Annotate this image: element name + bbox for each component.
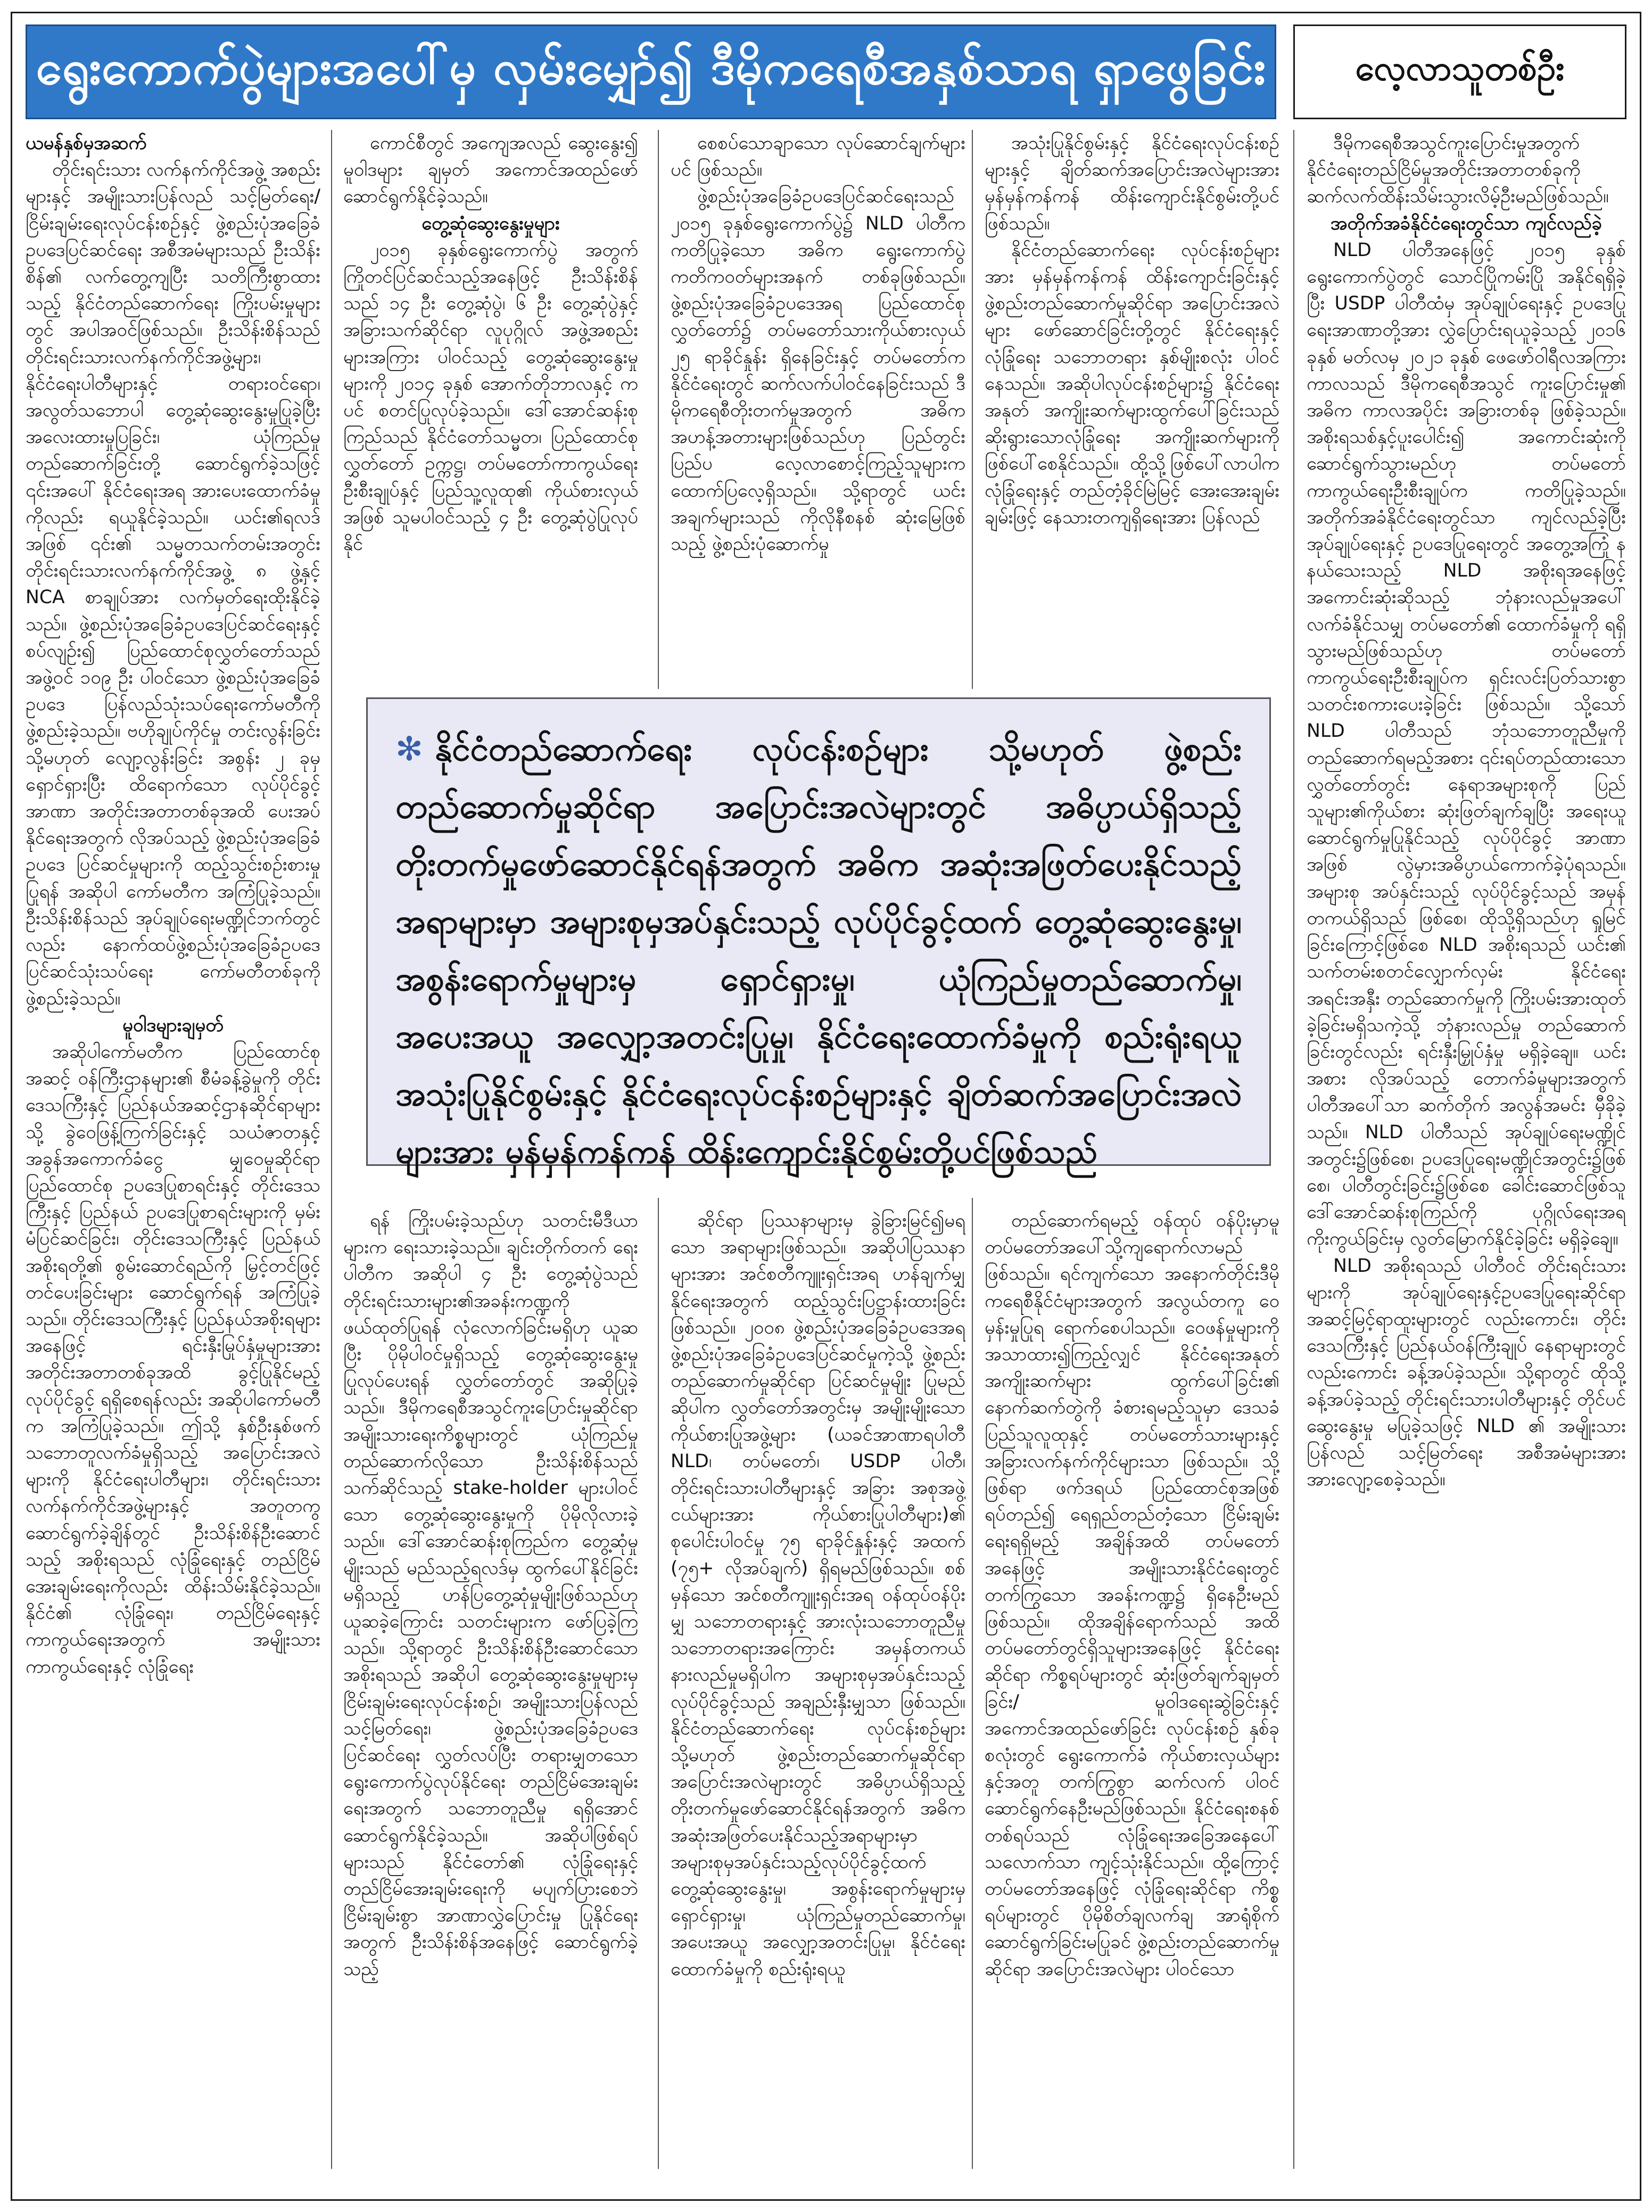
article-paragraph: ဆိုင်ရာ ပြဿနာများမှ ခွဲခြားမြင်၍မရသော အရာများဖြစ်သည်။ အဆိုပါပြဿနာများအား အင်စတီကျူးရှင်းအရ ဟန်ချက်မျှနိုင်ရေးအတွက် ထည့်သွင်းပြဋ္ဌာန်းထားခြင်းဖြစ်သည်။ ၂၀၀၈ ဖွဲ့စည်းပုံအခြေခံဥပဒေအရ ဖွဲ့စည်းပုံအခြေခံဥပဒေပြင်ဆင်မှုကဲ့သို့ ဖွဲ့စည်းတည်ဆောက်မှုဆိုင်ရာ ပြင်ဆင်မှုမျိုး ပြုမည်ဆိုပါက လွှတ်တော်အတွင်းမှ အမျိုးမျိုးသော ကိုယ်စားပြုအဖွဲ့များ (ယခင်အာဏာရပါတီ NLD၊ တပ်မတော်၊ USDP ပါတီ၊ တိုင်းရင်းသားပါတီများနှင့် အခြား အစုအဖွဲ့ငယ်များအား ကိုယ်စားပြုပါတီများ)၏ စုပေါင်းပါဝင်မှု ၇၅ ရာခိုင်နှုန်းနှင့် အထက် (၇၅+ လိုအပ်ချက်) ရှိရမည်ဖြစ်သည်။ စစ်မှန်သော အင်စတီကျူးရှင်းအရ ဝန်ထုပ်ဝန်ပိုးမျှ သဘောတရားနှင့် အားလုံးသဘောတူညီမှု သဘောတရားအကြောင်း အမှန်တကယ်နားလည်မှုမရှိပါက အများစုမှအပ်နှင်းသည့် လုပ်ပိုင်ခွင့်သည် အချည်းနှီးမျှသာ ဖြစ်သည်။ နိုင်ငံတည်ဆောက်ရေး လုပ်ငန်းစဉ်များ သို့မဟုတ် ဖွဲ့စည်းတည်ဆောက်မှုဆိုင်ရာ အပြောင်းအလဲများတွင် အဓိပ္ပာယ်ရှိသည့် တိုးတက်မှုဖော်ဆောင်နိုင်ရန်အတွက် အဓိက အဆုံးအဖြတ်ပေးနိုင်သည့်အရာများမှာ အများစုမှအပ်နှင်းသည့်လုပ်ပိုင်ခွင့်ထက် တွေ့ဆုံဆွေးနွေးမှု၊ အစွန်းရောက်မှုများမှ ရှောင်ရှားမှု၊ ယုံကြည်မှုတည်ဆောက်မှု၊ အပေးအယူ အလျှော့အတင်းပြုမှု၊ နိုင်ငံရေးထောက်ခံမှုကို စည်းရုံးရယူ [671,1210,965,1980]
article-paragraph: အသုံးပြုနိုင်စွမ်းနှင့် နိုင်ငံရေးလုပ်ငန်းစဉ်များနှင့် ချိတ်ဆက်အပြောင်းအလဲများအား မှန်မှန်ကန်ကန် ထိန်းကျောင်းနိုင်စွမ်းတို့ပင် ဖြစ်သည်။ [985,133,1279,234]
column-5 [1307,130,1626,2169]
column-4-bottom [985,1207,1279,2171]
column-divider [972,130,973,689]
article-paragraph: ကောင်စီတွင် အကျေအလည် ဆွေးနွေး၍ မူဝါဒများ ချမှတ် အကောင်အထည်ဖော် ဆောင်ရွက်နိုင်ခဲ့သည်။ [343,133,638,208]
snowflake-icon: ✻ [395,729,423,768]
column-4-top [985,130,1279,700]
article-paragraph: ရန် ကြိုးပမ်းခဲ့သည်ဟု သတင်းမီဒီယာများက ရေးသားခဲ့သည်။ ချင်းတိုက်တက် ရေးပါတီက အဆိုပါ ၄ ဦး တွေ့ဆုံပွဲသည် တိုင်းရင်းသားများ၏အခန်းကဏ္ဍကို ဖယ်ထုတ်ပြုရန် လုံလောက်ခြင်းမရှိဟု ယူဆပြီး ပိုမိုပါဝင်မှုရှိသည့် တွေ့ဆုံဆွေးနွေးမှုပြုလုပ်ပေးရန် လွှတ်တော်တွင် အဆိုပြုခဲ့သည်။ ဒီမိုကရေစီအသွင်ကူးပြောင်းမှုဆိုင်ရာ အမျိုးသားရေးကိစ္စများတွင် ယုံကြည်မှု တည်ဆောက်လိုသော ဦးသိန်းစိန်သည် သက်ဆိုင်သည့် stake-holder များပါဝင်သော တွေ့ဆုံဆွေးနွေးမှုကို ပိုမိုလိုလားခဲ့သည်။ ဒေါ်အောင်ဆန်းစုကြည်က တွေ့ဆုံမှုမျိုးသည် မည်သည့်ရလဒ်မှ ထွက်ပေါ်နိုင်ခြင်းမရှိသည့် ဟန်ပြတွေ့ဆုံမှုမျိုးဖြစ်သည်ဟု ယူဆခဲ့ကြောင်း သတင်းများက ဖော်ပြခဲ့ကြသည်။ သို့ရာတွင် ဦးသိန်းစိန်ဦးဆောင်သောအစိုးရသည် အဆိုပါ တွေ့ဆုံဆွေးနွေးမှုများမှ ငြိမ်းချမ်းရေးလုပ်ငန်းစဉ်၊ အမျိုးသားပြန်လည် သင့်မြတ်ရေး၊ ဖွဲ့စည်းပုံအခြေခံဥပဒေ ပြင်ဆင်ရေး လွှတ်လပ်ပြီး တရားမျှတသော ရွေးကောက်ပွဲလုပ်နိုင်ရေး တည်ငြိမ်အေးချမ်းရေးအတွက် သဘောတူညီမှု ရရှိအောင် ဆောင်ရွက်နိုင်ခဲ့သည်။ အဆိုပါဖြစ်ရပ်များသည် နိုင်ငံတော်၏ လုံခြုံရေးနှင့် တည်ငြိမ်အေးချမ်းရေးကို မပျက်ပြားစေဘဲ ငြိမ်းချမ်းစွာ အာဏာလွှဲပြောင်းမှု ပြုနိုင်ရေးအတွက် ဦးသိန်းစိန်အနေဖြင့် ဆောင်ရွက်ခဲ့သည့် [343,1210,638,1980]
column-divider [1293,130,1294,2169]
section-subhead: အတိုက်အခံနိုင်ငံရေးတွင်သာ ကျင်လည်ခဲ့ [1330,212,1603,234]
article-byline: လေ့လာသူတစ်ဦး [1293,24,1626,119]
column-divider [658,1198,659,2169]
article-paragraph: ဒီမိုကရေစီအသွင်ကူးပြောင်းမှုအတွက် နိုင်ငံရေးတည်ငြိမ်မှုအတိုင်းအတာတစ်ခုကို ဆက်လက်ထိန်းသိမ်းသွားလိမ့်ဦးမည်ဖြစ်သည်။ [1307,133,1609,208]
article-paragraph: ဖွဲ့စည်းပုံအခြေခံဥပဒေပြင်ဆင်ရေးသည် ၂၀၁၅ ခုနှစ်ရွေးကောက်ပွဲ၌ NLD ပါတီက ကတိပြုခဲ့သော အဓိက ရွေးကောက်ပွဲ ကတိကဝတ်များအနက် တစ်ခုဖြစ်သည်။ ဖွဲ့စည်းပုံအခြေခံဥပဒေအရ ပြည်ထောင်စုလွှတ်တော်၌ တပ်မတော်သားကိုယ်စားလှယ် ၂၅ ရာခိုင်နှုန်း ရှိနေခြင်းနှင့် တပ်မတော်က နိုင်ငံရေးတွင် ဆက်လက်ပါဝင်နေခြင်းသည် ဒီမိုကရေစီတိုးတက်မှုအတွက် အဓိက အဟန့်အတားများဖြစ်သည်ဟု ပြည်တွင်းပြည်ပ လေ့လာစောင့်ကြည့်သူများက ထောက်ပြလေ့ရှိသည်။ သို့ရာတွင် ယင်းအချက်များသည် ကိုလိုနီစနစ် ဆုံးမြေဖြစ်သည့် ဖွဲ့စည်းပုံဆောက်မှု [671,186,965,555]
section-subhead: မူဝါဒများချမှတ် [122,1014,224,1036]
article-paragraph: တည်ဆောက်ရမည့် ဝန်ထုပ် ဝန်ပိုးမှာမူ တပ်မတော်အပေါ်သို့ကျရောက်လာမည်ဖြစ်သည်။ ရင်ကျက်သော အနောက်တိုင်းဒီမိုကရေစီနိုင်ငံများအတွက် အလွယ်တကူ ဝေမှန်းမှုပြုရ ရောက်စေပါသည်။ ဝေဖန်မှုများကို အသာထား၍ကြည့်လျှင် နိုင်ငံရေးအနုတ် အကျိုးဆက်များ ထွက်ပေါ်ခြင်း၏ နောက်ဆက်တွဲကို ခံစားရမည့်သူမှာ ဒေသခံပြည်သူလူထုနှင့် တပ်မတော်သားများနှင့် အခြားလက်နက်ကိုင်များသာ ဖြစ်သည်။ သို့ဖြစ်ရာ ဖက်ဒရယ် ပြည်ထောင်စုအဖြစ် ရပ်တည်၍ ရေရှည်တည်တံ့သော ငြိမ်းချမ်းရေးရရှိမည့် အချိန်အထိ တပ်မတော်အနေဖြင့် အမျိုးသားနိုင်ငံရေးတွင် တက်ကြွသော အခန်းကဏ္ဍ၌ ရှိနေဦးမည်ဖြစ်သည်။ ထိုအချိန်ရောက်သည် အထိ တပ်မတော်တွင်ရှိသူများအနေဖြင့် နိုင်ငံရေးဆိုင်ရာ ကိစ္စရပ်များတွင် ဆုံးဖြတ်ချက်ချမှတ်ခြင်း/ မူဝါဒရေးဆွဲခြင်းနှင့် အကောင်အထည်ဖော်ခြင်း လုပ်ငန်းစဉ် နှစ်ခုစလုံးတွင် ရွေးကောက်ခံ ကိုယ်စားလှယ်များနှင့်အတူ တက်ကြွစွာ ဆက်လက် ပါဝင်ဆောင်ရွက်နေဦးမည်ဖြစ်သည်။ နိုင်ငံရေးစနစ်တစ်ရပ်သည် လုံခြုံရေးအခြေအနေပေါ်သလောက်သာ ကျင့်သုံးနိုင်သည်။ ထို့ကြောင့် တပ်မတော်အနေဖြင့် လုံခြုံရေးဆိုင်ရာ ကိစ္စရပ်များတွင် ပိုမိုစိတ်ချလက်ချ အာရုံစိုက်ဆောင်ရွက်ခြင်းမပြုခင် ဖွဲ့စည်းတည်ဆောက်မှုဆိုင်ရာ အပြောင်းအလဲများ ပါဝင်သော [985,1210,1279,1980]
section-subhead: ယမန်နှစ်မှအဆက် [26,133,147,154]
column-2-bottom [343,1207,638,2171]
article-paragraph: နိုင်ငံတည်ဆောက်ရေး လုပ်ငန်းစဉ်များအား မှန်မှန်ကန်ကန် ထိန်းကျောင်းခြင်းနှင့် ဖွဲ့စည်းတည်ဆောက်မှုဆိုင်ရာ အပြောင်းအလဲများ ဖော်ဆောင်ခြင်းတို့တွင် နိုင်ငံရေးနှင့် လုံခြုံရေး သဘောတရား နှစ်မျိုးစလုံး ပါဝင်နေသည်။ အဆိုပါလုပ်ငန်းစဉ်များ၌ နိုင်ငံရေးအနုတ် အကျိုးဆက်များထွက်ပေါ်ခြင်းသည် ဆိုးရွားသောလုံခြုံရေး အကျိုးဆက်များကို ဖြစ်ပေါ်စေနိုင်သည်။ ထို့သို့ဖြစ်ပေါ်လာပါက လုံခြုံရေးနှင့် တည်တံ့ခိုင်မြဲမြင့် အေးအေးချမ်းချမ်းဖြင့် နေသားတကျရှိရေးအား ပြန်လည် [985,239,1279,528]
column-divider [972,1198,973,2169]
column-2-top [343,130,638,700]
column-divider [658,130,659,689]
column-1 [26,130,320,2169]
section-subhead: တွေ့ဆုံဆွေးနွေးမှုများ [422,212,560,234]
column-divider [331,130,332,2169]
pull-quote-text: နိုင်ငံတည်ဆောက်ရေး လုပ်ငန်းစဉ်များ သို့မဟုတ် ဖွဲ့စည်းတည်ဆောက်မှုဆိုင်ရာ အပြောင်းအလဲများတွင် အဓိပ္ပာယ်ရှိသည့် တိုးတက်မှုဖော်ဆောင်နိုင်ရန်အတွက် အဓိက အဆုံးအဖြတ်ပေးနိုင်သည့်အရာများမှာ အများစုမှအပ်နှင်းသည့် လုပ်ပိုင်ခွင့်ထက် တွေ့ဆုံဆွေးနွေးမှု၊ အစွန်းရောက်မှုများမှ ရှောင်ရှားမှု၊ ယုံကြည်မှုတည်ဆောက်မှု၊ အပေးအယူ အလျှော့အတင်းပြုမှု၊ နိုင်ငံရေးထောက်ခံမှုကို စည်းရုံးရယူ အသုံးပြုနိုင်စွမ်းနှင့် နိုင်ငံရေးလုပ်ငန်းစဉ်များနှင့် ချိတ်ဆက်အပြောင်းအလဲများအား မှန်မှန်ကန်ကန် ထိန်းကျောင်းနိုင်စွမ်းတို့ပင်ဖြစ်သည် [395,729,1242,1171]
article-paragraph: ၂၀၁၅ ခုနှစ်ရွေးကောက်ပွဲ အတွက်ကြိုတင်ပြင်ဆင်သည့်အနေဖြင့် ဦးသိန်းစိန်သည် ၁၄ ဦး တွေ့ဆုံပွဲ၊ ၆ ဦး တွေ့ဆုံပွဲနှင့် အခြားသက်ဆိုင်ရာ လူပုဂ္ဂိုလ် အဖွဲ့အစည်းများအကြား ပါဝင်သည့် တွေ့ဆုံဆွေးနွေးမှုများကို ၂၀၁၄ ခုနှစ် အောက်တိုဘာလနှင့် ကပင် စတင်ပြုလုပ်ခဲ့သည်။ ဒေါ်အောင်ဆန်းစုကြည်သည် နိုင်ငံတော်သမ္မတ၊ ပြည်ထောင်စုလွှတ်တော် ဥက္ကဋ္ဌ၊ တပ်မတော်ကာကွယ်ရေး ဦးစီးချုပ်နှင့် ပြည်သူ့လူထု၏ ကိုယ်စားလှယ်အဖြစ် သူမပါဝင်သည့် ၄ ဦး တွေ့ဆုံပွဲပြုလုပ်နိုင် [343,239,638,555]
article-paragraph: NLD အစိုးရသည် ပါတီဝင် တိုင်းရင်းသားများကို အုပ်ချုပ်ရေးနှင့်ဥပဒေပြုရေးဆိုင်ရာ အဆင့်မြင့်ရာထူးများတွင် လည်းကောင်း၊ တိုင်းဒေသကြီးနှင့် ပြည်နယ်ဝန်ကြီးချုပ် နေရာများတွင်လည်းကောင်း ခန့်အပ်ခဲ့သည်။ သို့ရာတွင် ထိုသို့ခန့်အပ်ခဲ့သည့် တိုင်းရင်းသားပါတီများနှင့် တိုင်ပင်ဆွေးနွေးမှု မပြုခဲ့သဖြင့် NLD ၏ အမျိုးသားပြန်လည် သင့်မြတ်ရေး အစီအမံများအား အားလျော့စေခဲ့သည်။ [1307,1255,1626,1491]
article-paragraph: NLD ပါတီအနေဖြင့် ၂၀၁၅ ခုနှစ် ရွေးကောက်ပွဲတွင် သောင်ပြိုကမ်းပြို အနိုင်ရရှိခဲ့ပြီး USDP ပါတီထံမှ အုပ်ချုပ်ရေးနှင့် ဥပဒေပြုရေးအာဏာတို့အား လွှဲပြောင်းရယူခဲ့သည့် ၂၀၁၆ ခုနှစ် မတ်လမှ ၂၀၂၁ ခုနှစ် ဖေဖော်ဝါရီလအကြားကာလသည် ဒီမိုကရေစီအသွင် ကူးပြောင်းမှု၏ အဓိက ကာလအပိုင်း အခြားတစ်ခု ဖြစ်ခဲ့သည်။ အစိုးရသစ်နှင့်ပူးပေါင်း၍ အကောင်းဆုံးကို ဆောင်ရွက်သွားမည်ဟု တပ်မတော်ကာကွယ်ရေးဦးစီးချုပ်က ကတိပြုခဲ့သည်။ အတိုက်အခံနိုင်ငံရေးတွင်သာ ကျင်လည်ခဲ့ပြီး အုပ်ချုပ်ရေးနှင့် ဥပဒေပြုရေးတွင် အတွေ့အကြုံ နနယ်သေးသည့် NLD အစိုးရအနေဖြင့် အကောင်းဆုံးဆိုသည့် ဘုံနားလည်မှုအပေါ် လက်ခံနိုင်သမျှ တပ်မတော်၏ ထောက်ခံမှုကို ရရှိသွားမည်ဖြစ်သည်ဟု တပ်မတော်ကာကွယ်ရေးဦးစီးချုပ်က ရှင်းလင်းပြတ်သားစွာ သတင်းစကားပေးခဲ့ခြင်း ဖြစ်သည်။ သို့သော် NLD ပါတီသည် ဘုံသဘောတူညီမှုကို တည်ဆောက်ရမည့်အစား ၎င်းရပ်တည်ထားသော လွှတ်တော်တွင်း နေရာအများစုကို ပြည်သူများ၏ကိုယ်စား ဆုံးဖြတ်ချက်ချပြီး အရေးယူဆောင်ရွက်မှုပြုနိုင်သည့် လုပ်ပိုင်ခွင့် အာဏာအဖြစ် လွဲမှားအဓိပ္ပာယ်ကောက်ခဲ့ပုံရသည်။ အများစု အပ်နှင်းသည့် လုပ်ပိုင်ခွင့်သည် အမှန်တကယ်ရှိသည် ဖြစ်စေ၊ ထိုသို့ရှိသည်ဟု ရှုမြင်ခြင်းကြောင့်ဖြစ်စေ NLD အစိုးရသည် ယင်း၏ သက်တမ်းစတင်လျှောက်လှမ်း နိုင်ငံရေးအရင်းအနှီး တည်ဆောက်မှုကို ကြိုးပမ်းအားထုတ်ခဲ့ခြင်းမရှိသကဲ့သို့ ဘုံနားလည်မှု တည်ဆောက်ခြင်းတွင်လည်း ရင်းနှီးမြှုပ်နှံမှု မရှိခဲ့ချေ။ ယင်းအစား လိုအပ်သည့် တောက်ခံမှုများအတွက် ပါတီအပေါ်သာ ဆက်တိုက် အလွန်အမင်း မှီခိုခဲ့သည်။ NLD ပါတီသည် အုပ်ချုပ်ရေးမဏ္ဍိုင်အတွင်း၌ဖြစ်စေ၊ ဥပဒေပြုရေးမဏ္ဍိုင်အတွင်း၌ဖြစ်စေ၊ ပါတီတွင်းခြင်း၌ဖြစ်စေ ခေါင်းဆောင်ဖြစ်သူ ဒေါ်အောင်ဆန်းစုကြည်ကို ပုဂ္ဂိုလ်ရေးအရ ကိုးကွယ်ခြင်းမှ လွတ်မြောက်နိုင်ခဲ့ခြင်း မရှိခဲ့ချေ။ [1307,239,1626,1250]
column-3-top [671,130,965,700]
article-headline: ရွေးကောက်ပွဲများအပေါ်မှ လှမ်းမျှော်၍ ဒီမိုကရေစီအနှစ်သာရ ရှာဖွေခြင်း [26,24,1276,119]
article-paragraph: အဆိုပါကော်မတီက ပြည်ထောင်စု အဆင့် ဝန်ကြီးဌာနများ၏ စီမံခန့်ခွဲမှုကို တိုင်းဒေသကြီးနှင့် ပြည်နယ်အဆင့်ဌာနဆိုင်ရာများသို့ ခွဲဝေဖြန့်ကြက်ခြင်းနှင့် သယံဇာတနှင့် အခွန်အကောက်ခံငွေ မျှဝေမှုဆိုင်ရာ ပြည်ထောင်စု ဥပဒေပြုစာရင်းနှင့် တိုင်းဒေသကြီးနှင့် ပြည်နယ် ဥပဒေပြုစာရင်းများကို မှမ်းမံပြင်ဆင်ခြင်း၊ တိုင်းဒေသကြီးနှင့် ပြည်နယ်အစိုးရတို့၏ စွမ်းဆောင်ရည်ကို မြှင့်တင်ဖြင့်တင်ပေးခြင်းများ ဆောင်ရွက်ရန် အကြံပြုခဲ့သည်။ တိုင်းဒေသကြီးနှင့် ပြည်နယ်အစိုးရများအနေဖြင့် ရင်းနှီးမြုပ်နှံမှုများအား အတိုင်းအတာတစ်ခုအထိ ခွင့်ပြုနိုင်မည့် လုပ်ပိုင်ခွင့် ရရှိစေရန်လည်း အဆိုပါကော်မတီက အကြံပြုခဲ့သည်။ ဤသို့ နှစ်ဦးနှစ်ဖက်သဘောတူလက်ခံမှုရှိသည့် အပြောင်းအလဲများကို နိုင်ငံရေးပါတီများ၊ တိုင်းရင်းသား လက်နက်ကိုင်အဖွဲ့များနှင့် အတူတကွ ဆောင်ရွက်ခဲ့ချိန်တွင် ဦးသိန်းစိန်ဦးဆောင်သည့် အစိုးရသည် လုံခြုံရေးနှင့် တည်ငြိမ်အေးချမ်းရေးကိုလည်း ထိန်းသိမ်းနိုင်ခဲ့သည်။ နိုင်ငံ၏ လုံခြုံရေး၊ တည်ငြိမ်ရေးနှင့် ကာကွယ်ရေးအတွက် အမျိုးသားကာကွယ်ရေးနှင့် လုံခြုံရေး [26,1041,320,1677]
article-paragraph: တိုင်းရင်းသား လက်နက်ကိုင်အဖွဲ့ အစည်းများနှင့် အမျိုးသားပြန်လည် သင့်မြတ်ရေး/ ငြိမ်းချမ်းရေးလုပ်ငန်းစဉ်နှင့် ဖွဲ့စည်းပုံအခြေခံဥပဒေပြင်ဆင်ရေး အစီအမံများသည် ဦးသိန်းစိန်၏ လက်တွေ့ကျပြီး သတိကြီးစွာထားသည့် နိုင်ငံတည်ဆောက်ရေး ကြိုးပမ်းမှုများတွင် အပါအဝင်ဖြစ်သည်။ ဦးသိန်းစိန်သည် တိုင်းရင်းသားလက်နက်ကိုင်အဖွဲ့များ၊ နိုင်ငံရေးပါတီများနှင့် တရားဝင်ရော၊ အလွတ်သဘောပါ တွေ့ဆုံဆွေးနွေးမှုပြုခဲ့ပြီး အလေးထားမှုပြခြင်း၊ ယုံကြည်မှုတည်ဆောက်ခြင်းတို့ ဆောင်ရွက်ခဲ့သဖြင့် ၎င်းအပေါ် နိုင်ငံရေးအရ အားပေးထောက်ခံမှုကိုလည်း ရယူနိုင်ခဲ့သည်။ ယင်း၏ရလဒ်အဖြစ် ၎င်း၏ သမ္မတသက်တမ်းအတွင်း တိုင်းရင်းသားလက်နက်ကိုင်အဖွဲ့ ၈ ဖွဲ့နှင့် NCA စာချုပ်အား လက်မှတ်ရေးထိုးနိုင်ခဲ့သည်။ ဖွဲ့စည်းပုံအခြေခံဥပဒေပြင်ဆင်ရေးနှင့်စပ်လျဉ်း၍ ပြည်ထောင်စုလွှတ်တော်သည် အဖွဲ့ဝင် ၁၀၉ ဦး ပါဝင်သော ဖွဲ့စည်းပုံအခြေခံဥပဒေ ပြန်လည်သုံးသပ်ရေးကော်မတီကို ဖွဲ့စည်းခဲ့သည်။ ဗဟိုချုပ်ကိုင်မှု တင်းလွန်းခြင်း သို့မဟုတ် လျော့လွန်းခြင်း အစွန်း ၂ ခုမှ ရှောင်ရှားပြီး ထိရောက်သော လုပ်ပိုင်ခွင့်အာဏာ အတိုင်းအတာတစ်ခုအထိ ပေးအပ်နိုင်ရေးအတွက် လိုအပ်သည့် ဖွဲ့စည်းပုံအခြေခံဥပဒေ ပြင်ဆင်မှုများကို ထည့်သွင်းစဉ်းစားမှုပြုရန် အဆိုပါ ကော်မတီက အကြံပြုခဲ့သည်။ ဦးသိန်းစိန်သည် အုပ်ချုပ်ရေးမဏ္ဍိုင်ဘက်တွင်လည်း နောက်ထပ်ဖွဲ့စည်းပုံအခြေခံဥပဒေ ပြင်ဆင်သုံးသပ်ရေး ကော်မတီတစ်ခုကို ဖွဲ့စည်းခဲ့သည်။ [26,159,320,1009]
article-paragraph: စေစပ်သောချာသော လုပ်ဆောင်ချက်များပင် ဖြစ်သည်။ [671,133,965,181]
pull-quote-box [366,697,1271,1171]
column-3-bottom [671,1207,965,2171]
